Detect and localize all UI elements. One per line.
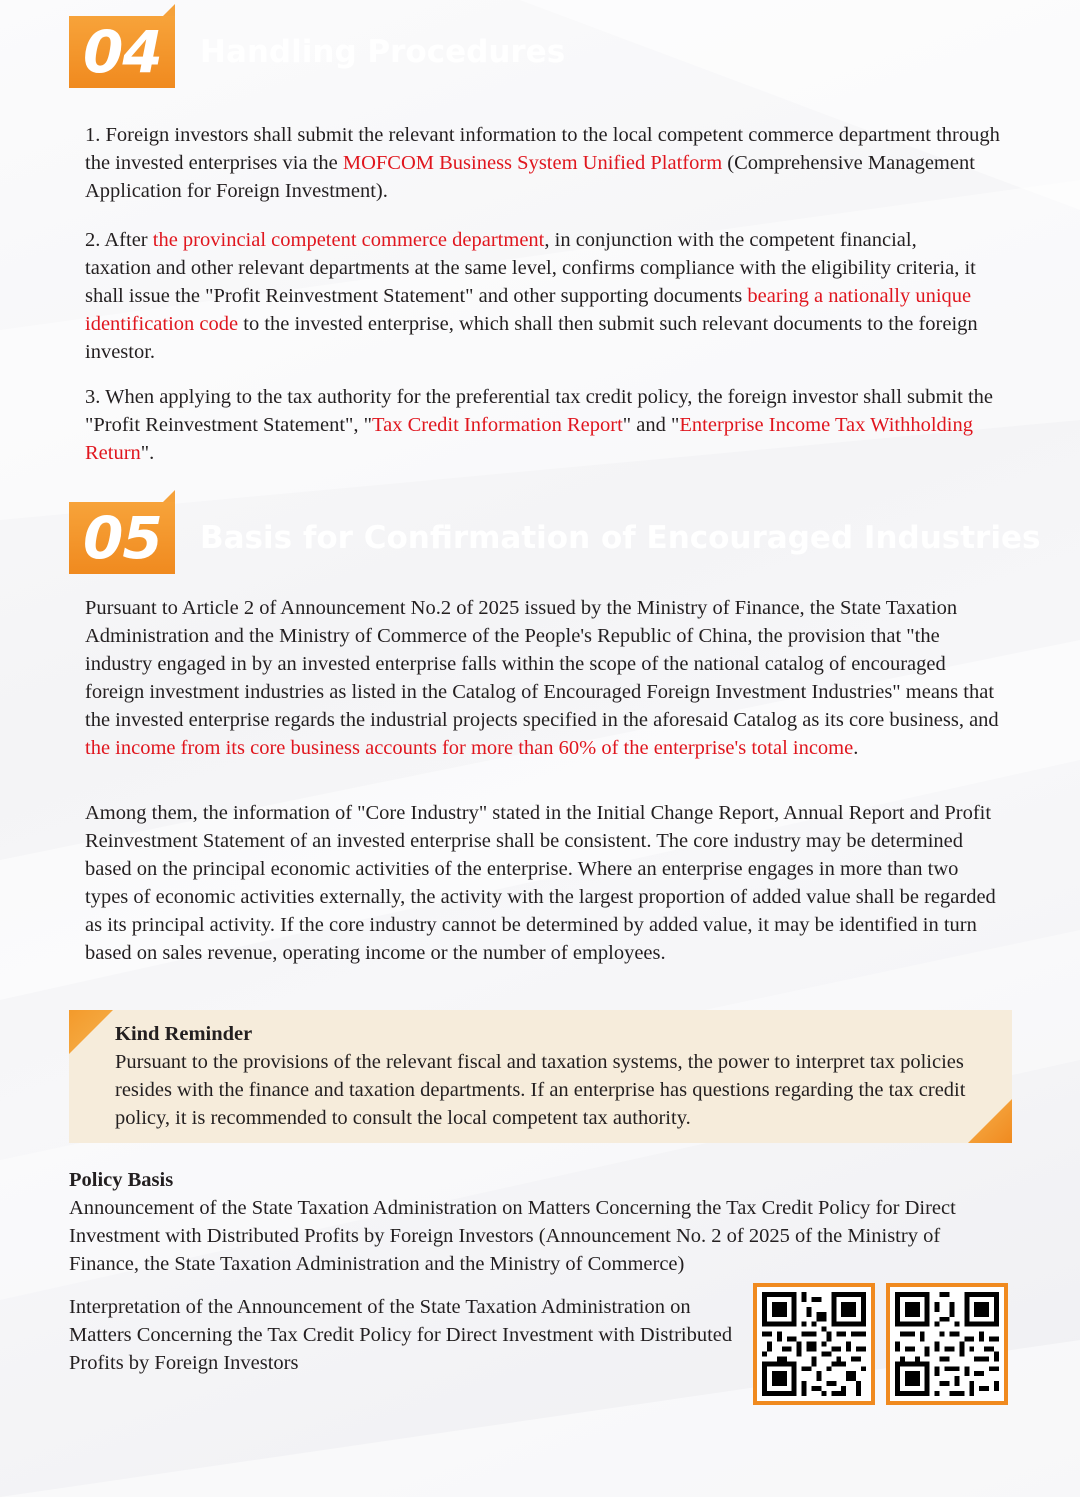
basis-paragraph-1: [85, 594, 1000, 762]
basis-text-end: .: [853, 737, 859, 759]
policy-basis-item-1: Announcement of the State Taxation Administration on Matters Concerning the Tax Credit Policy for Direct Investment with Distributed Profits by Foreign Investors (Announcement No. 2 of 2025 of the Ministry of Finance, the State Taxation Administration and the Ministry of Commerce): [69, 1197, 956, 1275]
kind-reminder-box: [69, 1010, 1012, 1143]
basis-paragraph-2: Among them, the information of "Core Industry" stated in the Initial Change Report, Annual Report and Profit Reinvestment Statement of an invested enterprise shall be consistent. The core industry may be determined based on the principal economic activities of the enterprise. Where an enterprise engages in more than two types of economic activities externally, the activity with the largest proportion of added value shall be regarded as its principal activity. If the core industry cannot be determined by added value, it may be identified in turn based on sales revenue, operating income or the number of employees.: [85, 802, 996, 964]
procedure-3-highlight-1: Tax Credit Information Report: [372, 414, 623, 436]
section-number: 05: [83, 504, 162, 572]
basis-highlight: the income from its core business accounts for more than 60% of the enterprise's total income: [85, 737, 854, 759]
basis-text: Pursuant to Article 2 of Announcement No.2 of 2025 issued by the Ministry of Finance, the State Taxation Administration and the Ministry of Commerce of the People's Republic of China, the provision that "the industry engaged in by an invested enterprise falls within the scope of the national catalog of encouraged foreign investment industries as listed in the Catalog of Encouraged Foreign Investment Industries" means that the invested enterprise regards the industrial projects specified in the aforesaid Catalog as its core business, and: [85, 597, 999, 731]
section-number-badge: [69, 16, 175, 88]
qr-code-pattern: [762, 1292, 866, 1396]
procedure-item-1: [85, 121, 1005, 205]
procedure-2-text-end: to the invested enterprise, which shall then submit such relevant documents to the foreign investor.: [85, 313, 978, 363]
procedure-2-highlight-2: bearing a nationally unique identification code: [85, 285, 972, 335]
procedure-1-text: 1. Foreign investors shall submit the relevant information to the local competent commerce department through the invested enterprises via the: [85, 124, 1000, 174]
section-title: Basis for Confirmation of Encouraged Industries: [200, 520, 1041, 556]
policy-basis-title: Policy Basis: [69, 1169, 174, 1191]
procedure-item-2: [85, 226, 985, 366]
section-number: 04: [83, 18, 162, 86]
corner-triangle: [69, 1010, 113, 1054]
procedure-3-text: 3. When applying to the tax authority for the preferential tax credit policy, the foreign investor shall submit the "Profit Reinvestment Statement", ": [85, 386, 994, 436]
procedure-item-3: [85, 383, 1000, 467]
qr-code-icon[interactable]: [753, 1283, 875, 1405]
qr-code-icon[interactable]: [886, 1283, 1008, 1405]
reminder-body: Pursuant to the provisions of the relevant fiscal and taxation systems, the power to interpret tax policies resides with the finance and taxation departments. If an enterprise has questions regarding the tax credit policy, it is recommended to consult the local competent tax authority.: [115, 1051, 966, 1129]
section-number-badge: [69, 502, 175, 574]
procedure-3-text-end: ".: [140, 442, 155, 464]
qr-code-pattern: [895, 1292, 999, 1396]
procedure-2-highlight-1: the provincial competent commerce department: [152, 229, 545, 251]
procedure-2-text: 2. After: [85, 229, 153, 251]
procedure-3-text-mid: " and ": [622, 414, 680, 436]
procedure-1-highlight: MOFCOM Business System Unified Platform: [342, 152, 723, 174]
reminder-title: Kind Reminder: [115, 1023, 253, 1045]
section-title: Handling Procedures: [200, 34, 566, 70]
procedure-1-text-end: (Comprehensive Management Application for Foreign Investment).: [85, 152, 975, 202]
procedure-3-highlight-2: Enterprise Income Tax Withholding Return: [85, 414, 973, 464]
policy-basis-item-2: Interpretation of the Announcement of the State Taxation Administration on Matters Concerning the Tax Credit Policy for Direct Investment with Distributed Profits by Foreign Investors: [69, 1296, 733, 1374]
procedure-2-text-mid: , in conjunction with the competent financial, taxation and other relevant departments at the same level, confirms compliance with the eligibility criteria, it shall issue the "Profit Reinvestment Statement" and other supporting documents: [85, 229, 976, 307]
